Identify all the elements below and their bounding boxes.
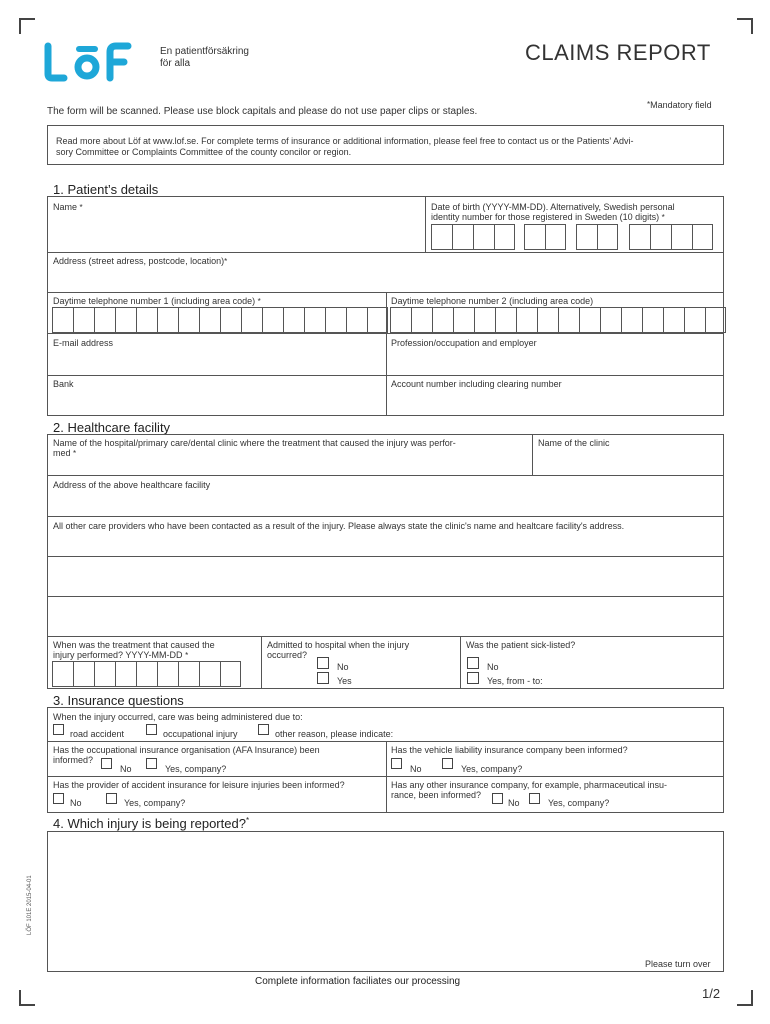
road-accident-label: road accident [70, 729, 125, 739]
lof-logo [44, 40, 132, 82]
phone2-cells[interactable] [390, 307, 726, 333]
dob-day-cells[interactable] [576, 224, 618, 250]
anyother-no-checkbox[interactable] [492, 793, 503, 804]
section4-title-text: 4. Which injury is being reported? [53, 816, 246, 831]
afa-no-checkbox[interactable] [101, 758, 112, 769]
other-providers-line3[interactable] [48, 597, 723, 635]
road-accident-checkbox[interactable] [53, 724, 64, 735]
hospital-label-line2-text: med [53, 448, 71, 458]
anyother-yes-checkbox[interactable] [529, 793, 540, 804]
occupational-checkbox[interactable] [146, 724, 157, 735]
leisure-yes-checkbox[interactable] [106, 793, 117, 804]
treatment-date-star: * [185, 651, 189, 660]
vehicle-no-label: No [410, 764, 422, 774]
occupational-label: occupational injury [163, 729, 238, 739]
sick-yes-checkbox[interactable] [467, 672, 479, 684]
afa-no-label: No [120, 764, 132, 774]
other-reason-checkbox[interactable] [258, 724, 269, 735]
vehicle-label: Has the vehicle liability insurance company been informed? [391, 745, 628, 755]
dob-label-line2-text: identity number for those registered in Sweden (10 digits) [431, 212, 660, 222]
footer-note: Complete information faciliates our processing [255, 976, 461, 987]
hospital-label-line1: Name of the hospital/primary care/dental clinic where the treatment that caused the injury was perfor- [53, 438, 456, 448]
address-star: * [224, 257, 228, 266]
mandatory-label: Mandatory field [650, 100, 712, 110]
other-providers-label[interactable]: All other care providers who have been contacted as a result of the injury. Please always state the clinic's name and healtcare facility's address. [53, 521, 625, 531]
dob-suffix-cells[interactable] [629, 224, 713, 250]
leisure-no-label: No [70, 798, 82, 808]
name-label-text: Name [53, 202, 78, 212]
address-label-text: Address (street adress, postcode, location) [53, 256, 225, 266]
phone1-label [53, 296, 261, 307]
other-reason-label: other reason, please indicate: [275, 729, 394, 739]
mandatory-legend [647, 100, 712, 110]
hospital-label-line2[interactable] [53, 448, 76, 459]
sick-no-checkbox[interactable] [467, 657, 479, 669]
info-box [47, 125, 724, 165]
turn-over-label: Please turn over [645, 959, 711, 969]
crop-mark-top-left [19, 18, 35, 34]
phone1-star: * [257, 297, 261, 306]
crop-mark-bottom-left [19, 990, 35, 1006]
treatment-date-line1: When was the treatment that caused the [53, 640, 215, 650]
afa-yes-checkbox[interactable] [146, 758, 157, 769]
section4-title [53, 816, 249, 831]
dob-label-line2 [431, 212, 665, 223]
dob-month-cells[interactable] [524, 224, 566, 250]
phone2-label: Daytime telephone number 2 (including area code) [391, 296, 594, 306]
dob-label-line1: Date of birth (YYYY-MM-DD). Alternatively, Swedish personal [431, 202, 675, 212]
info-line1: Read more about Löf at www.lof.se. For complete terms of insurance or additional information, please feel free to contact us or the Patients’ Advi- [56, 136, 634, 146]
other-providers-line2[interactable] [48, 557, 723, 595]
vehicle-yes-checkbox[interactable] [442, 758, 453, 769]
admitted-line1: Admitted to hospital when the injury [267, 640, 410, 650]
bank-label[interactable]: Bank [53, 379, 74, 389]
treatment-date-line2-text: injury performed? YYYY-MM-DD [53, 650, 183, 660]
facility-address-label[interactable]: Address of the above healthcare facility [53, 480, 211, 490]
side-code: LÖF 101E 2015-04-01 [27, 875, 33, 935]
name-label[interactable] [53, 202, 83, 213]
email-label[interactable]: E-mail address [53, 338, 114, 348]
anyother-no-label: No [508, 798, 520, 808]
crop-mark-bottom-right [737, 990, 753, 1006]
section2-title: 2. Healthcare facility [53, 420, 171, 435]
phone1-cells[interactable] [52, 307, 388, 333]
vehicle-no-checkbox[interactable] [391, 758, 402, 769]
crop-mark-top-right [737, 18, 753, 34]
admitted-line2: occurred? [267, 650, 308, 660]
admitted-no-checkbox[interactable] [317, 657, 329, 669]
lof-logo-icon [44, 40, 132, 82]
afa-line2: informed? [53, 755, 94, 765]
mandatory-star: * [647, 100, 651, 109]
section1-title: 1. Patient’s details [53, 182, 159, 197]
admitted-no-label: No [337, 662, 349, 672]
treatment-date-line2 [53, 650, 188, 661]
section3-title: 3. Insurance questions [53, 693, 184, 708]
anyother-line2: rance, been informed? [391, 790, 482, 800]
leisure-no-checkbox[interactable] [53, 793, 64, 804]
admitted-yes-label: Yes [337, 676, 352, 686]
hospital-star: * [73, 449, 77, 458]
anyother-line1: Has any other insurance company, for example, pharmaceutical insu- [391, 780, 667, 790]
sick-yes-label: Yes, from - to: [487, 676, 543, 686]
leisure-label: Has the provider of accident insurance for leisure injuries been informed? [53, 780, 345, 790]
section4-star: * [245, 816, 250, 825]
profession-label[interactable]: Profession/occupation and employer [391, 338, 537, 348]
admitted-yes-checkbox[interactable] [317, 672, 329, 684]
instructions: The form will be scanned. Please use block capitals and please do not use paper clips or staples. [47, 106, 478, 117]
sick-listed-label: Was the patient sick-listed? [466, 640, 576, 650]
dob-year-cells[interactable] [431, 224, 515, 250]
account-label[interactable]: Account number including clearing number [391, 379, 562, 389]
tagline-line1: En patientförsäkring [160, 46, 249, 57]
treatment-date-cells[interactable] [52, 661, 241, 687]
care-admin-label: When the injury occurred, care was being administered due to: [53, 712, 303, 722]
injury-description-area[interactable] [47, 831, 724, 972]
phone1-label-text: Daytime telephone number 1 (including area code) [53, 296, 256, 306]
info-line2: sory Committee or Complaints Committee of the county concilor or region. [56, 147, 352, 157]
sick-no-label: No [487, 662, 499, 672]
page-number: 1/2 [702, 986, 721, 1001]
address-label[interactable] [53, 256, 227, 267]
page-title: CLAIMS REPORT [525, 40, 711, 65]
dob-star: * [661, 213, 665, 222]
leisure-yes-label: Yes, company? [124, 798, 186, 808]
anyother-yes-label: Yes, company? [548, 798, 610, 808]
afa-line1: Has the occupational insurance organisation (AFA Insurance) been [53, 745, 320, 755]
vehicle-yes-label: Yes, company? [461, 764, 523, 774]
tagline-line2: för alla [160, 58, 191, 69]
clinic-label[interactable]: Name of the clinic [538, 438, 610, 448]
afa-yes-label: Yes, company? [165, 764, 227, 774]
name-star: * [79, 203, 83, 212]
